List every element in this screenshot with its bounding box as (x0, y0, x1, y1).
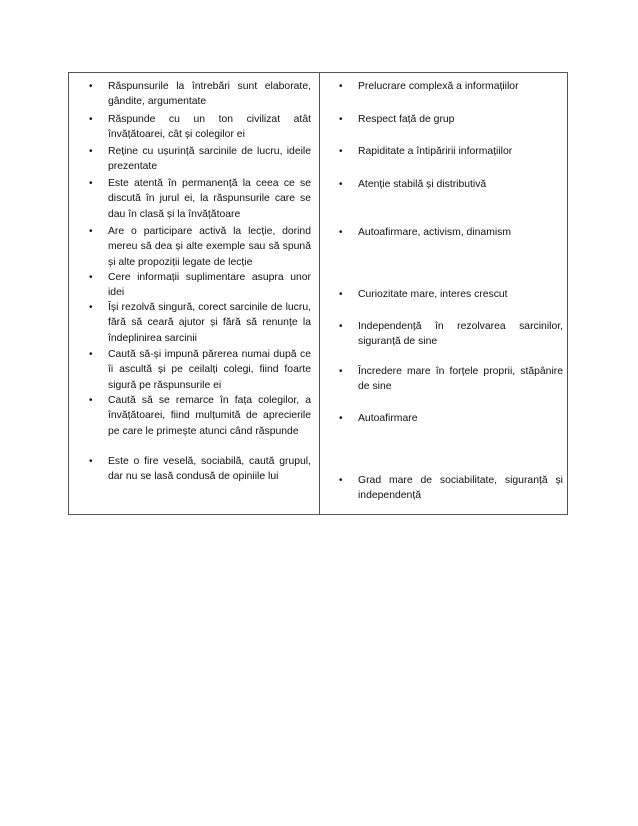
list-item: • Răspunde cu un ton civilizat atât învățătoarei, cât și colegilor ei (89, 114, 311, 141)
bullet-icon: • (339, 321, 343, 332)
list-item: • Cere informații suplimentare asupra unor idei (89, 272, 311, 299)
list-item: • Independență în rezolvarea sarcinilor, siguranță de sine (339, 321, 563, 348)
list-item: • Răspunsurile la întrebări sunt elaborate, gândite, argumentate (89, 81, 311, 108)
list-item: • Caută să se remarce în fața colegilor, a învățătoarei, fiind mulțumită de aprecierile pe care le primește atunci când răspunde (89, 395, 311, 437)
list-item: • Autoafirmare (339, 411, 563, 426)
bullet-icon: • (339, 146, 343, 157)
bullet-icon: • (339, 81, 343, 92)
list-item: • Autoafirmare, activism, dinamism (339, 225, 563, 240)
list-item: • Reține cu ușurință sarcinile de lucru, ideile prezentate (89, 146, 311, 173)
bullet-icon: • (339, 366, 343, 377)
column-divider (319, 73, 320, 514)
list-item: • Caută să-și impună părerea numai după ce îi ascultă și pe ceilalți colegi, fiind foarte sigură pe răspunsurile ei (89, 349, 311, 391)
bullet-icon: • (89, 226, 93, 237)
list-item: • Rapiditate a întipăririi informațiilor (339, 144, 563, 159)
list-item: • Curiozitate mare, interes crescut (339, 287, 563, 302)
list-item: • Grad mare de sociabilitate, siguranță și independență (339, 475, 563, 502)
list-item: • Este atentă în permanență la ceea ce se discută în jurul ei, la răspunsurile care se dau în clasă și la învățătoare (89, 178, 311, 220)
bullet-icon: • (339, 179, 343, 190)
bullet-icon: • (89, 302, 93, 313)
list-item: • Respect față de grup (339, 112, 563, 127)
bullet-icon: • (339, 413, 343, 424)
bullet-icon: • (89, 81, 93, 92)
bullet-icon: • (339, 114, 343, 125)
bullet-icon: • (89, 349, 93, 360)
bullet-icon: • (89, 178, 93, 189)
bullet-icon: • (339, 475, 343, 486)
bullet-icon: • (89, 146, 93, 157)
list-item: • Își rezolvă singură, corect sarcinile de lucru, fără să ceară ajutor și fără să renunțe la îndeplinirea sarcinii (89, 302, 311, 344)
list-item: • Încredere mare în forțele proprii, stăpânire de sine (339, 366, 563, 393)
bullet-icon: • (89, 272, 93, 283)
bullet-icon: • (89, 395, 93, 406)
bullet-icon: • (339, 227, 343, 238)
list-item: • Este o fire veselă, sociabilă, caută grupul, dar nu se lasă condusă de opiniile lui (89, 456, 311, 483)
list-item: • Prelucrare complexă a informațiilor (339, 79, 563, 94)
comparison-table (68, 72, 568, 515)
bullet-icon: • (89, 456, 93, 467)
list-item: • Atenție stabilă și distributivă (339, 177, 563, 192)
bullet-icon: • (89, 114, 93, 125)
list-item: • Are o participare activă la lecție, dorind mereu să dea și alte exemple sau să spună și alte propoziții legate de lecție (89, 226, 311, 268)
bullet-icon: • (339, 289, 343, 300)
